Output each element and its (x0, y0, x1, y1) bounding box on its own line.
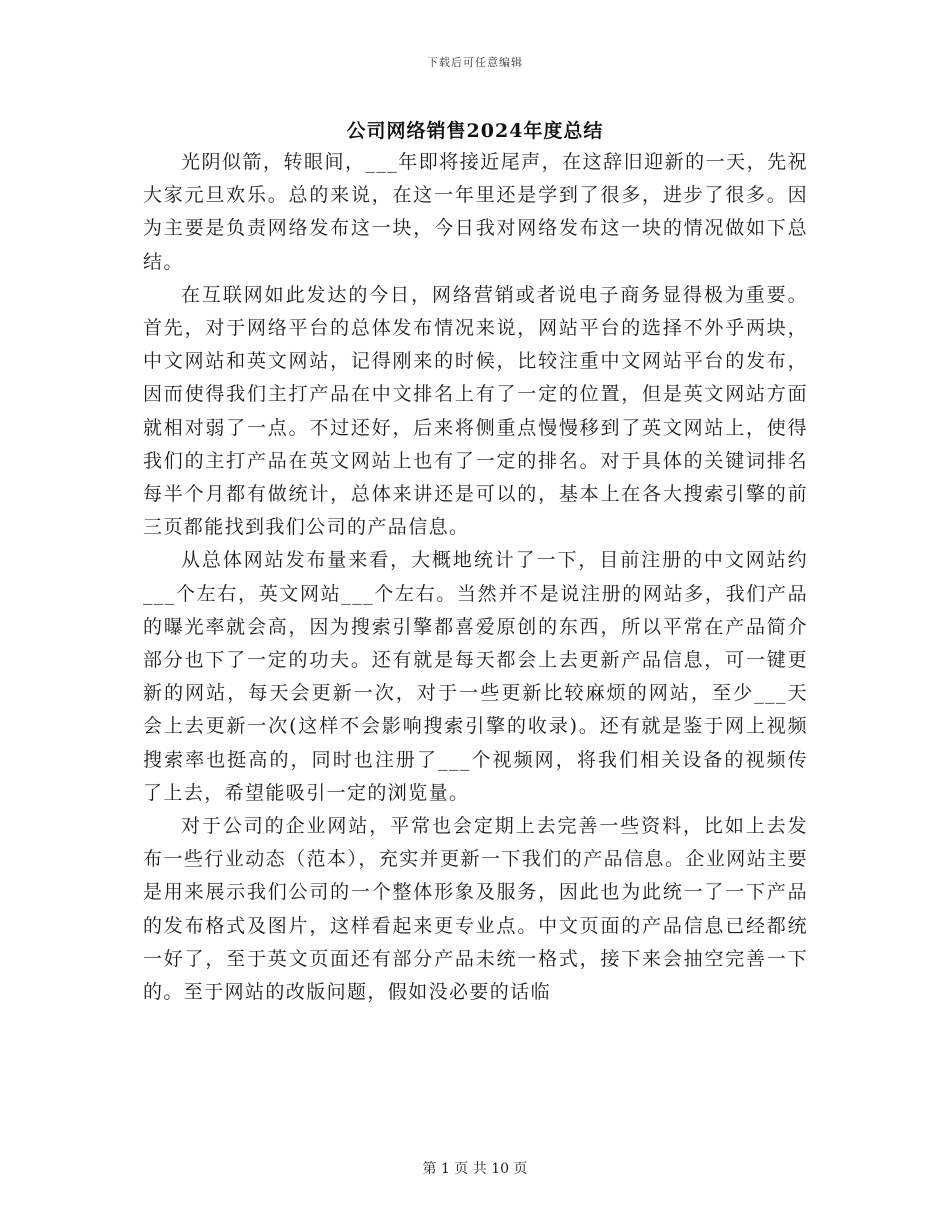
document-body (143, 146, 808, 1009)
page-header: 下载后可任意编辑 (427, 56, 523, 69)
document-title: 公司网络销售2024年度总结 (346, 120, 604, 142)
paragraph-3: 从总体网站发布量来看，大概地统计了一下，目前注册的中文网站约___个左右，英文网站___个左右。当然并不是说注册的网站多，我们产品的曝光率就会高，因为搜索引擎都喜爱原创的东西，所以平常在产品简介部分也下了一定的功夫。还有就是每天都会上去更新产品信息，可一键更新的网站，每天会更新一次，对于一些更新比较麻烦的网站，至少___天会上去更新一次(这样不会影响搜索引擎的收录)。还有就是鉴于网上视频搜索率也挺高的，同时也注册了___个视频网，将我们相关设备的视频传了上去，希望能吸引一定的浏览量。 (143, 549, 808, 804)
page-number-footer: 第 1 页 共 10 页 (422, 1161, 528, 1177)
paragraph-1: 光阴似箭，转眼间，___年即将接近尾声，在这辞旧迎新的一天，先祝大家元旦欢乐。总的来说，在这一年里还是学到了很多，进步了很多。因为主要是负责网络发布这一块，今日我对网络发布这一块的情况做如下总结。 (143, 151, 808, 273)
paragraph-2: 在互联网如此发达的今日，网络营销或者说电子商务显得极为重要。首先，对于网络平台的总体发布情况来说，网站平台的选择不外乎两块，中文网站和英文网站，记得刚来的时候，比较注重中文网站平台的发布，因而使得我们主打产品在中文排名上有了一定的位置，但是英文网站方面就相对弱了一点。不过还好，后来将侧重点慢慢移到了英文网站上，使得我们的主打产品在英文网站上也有了一定的排名。对于具体的关键词排名每半个月都有做统计，总体来讲还是可以的，基本上在各大搜索引擎的前三页都能找到我们公司的产品信息。 (143, 283, 808, 539)
paragraph-4: 对于公司的企业网站，平常也会定期上去完善一些资料，比如上去发布一些行业动态（范本），充实并更新一下我们的产品信息。企业网站主要是用来展示我们公司的一个整体形象及服务，因此也为此统一了一下产品的发布格式及图片，这样看起来更专业点。中文页面的产品信息已经都统一好了，至于英文页面还有部分产品未统一格式，接下来会抽空完善一下的。至于网站的改版问题，假如没必要的话临 (143, 815, 808, 1004)
